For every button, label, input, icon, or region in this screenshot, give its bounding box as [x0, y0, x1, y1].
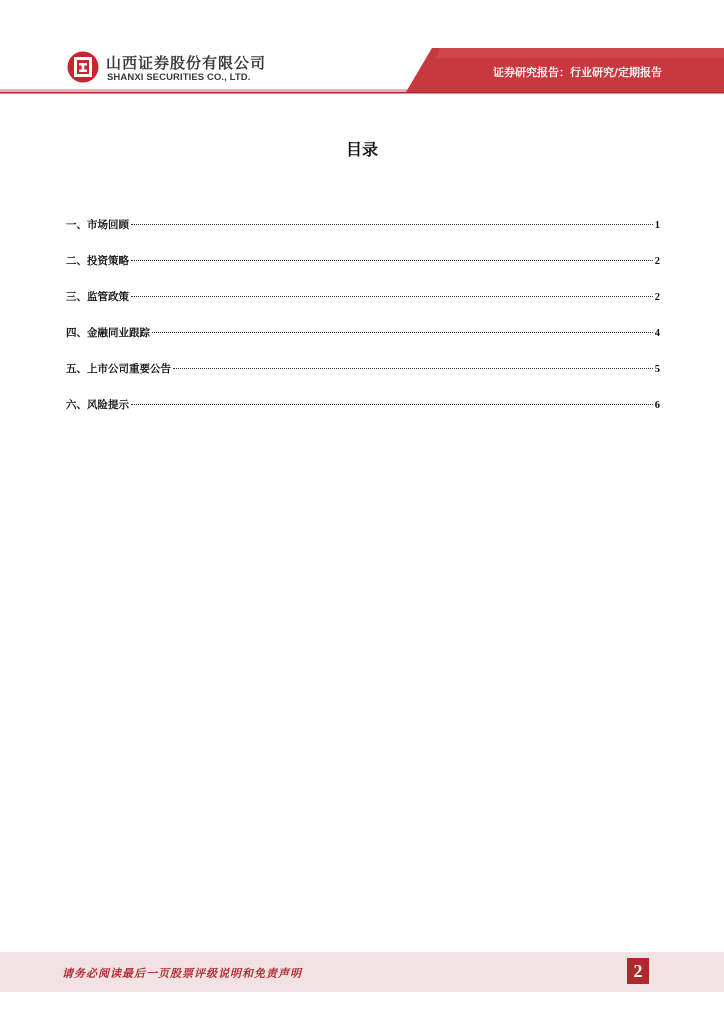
report-type-label: 证券研究报告：行业研究/定期报告 [492, 66, 662, 79]
page-number-badge: 2 [627, 958, 649, 984]
toc-entry-label: 五、上市公司重要公告 [66, 363, 171, 375]
toc-leader-dots [131, 296, 653, 297]
company-name-cn: 山西证券股份有限公司 [106, 54, 267, 72]
toc-leader-dots [152, 332, 653, 333]
toc-list [66, 217, 660, 433]
toc-entry-page: 1 [654, 220, 660, 231]
toc-entry-risk-warning[interactable] [66, 397, 660, 433]
toc-entry-label: 一、市场回顾 [66, 219, 129, 231]
toc-leader-dots [131, 404, 653, 405]
toc-title: 目录 [345, 140, 378, 159]
page-header [0, 0, 724, 96]
toc-entry-market-review[interactable] [66, 217, 660, 253]
toc-entry-label: 四、金融同业跟踪 [66, 327, 150, 339]
toc-leader-dots [131, 260, 653, 261]
company-name-en: SHANXI SECURITIES CO., LTD. [107, 72, 251, 83]
toc-entry-company-announcements[interactable] [66, 361, 660, 397]
toc-entry-page: 6 [654, 400, 660, 411]
toc-entry-investment-strategy[interactable] [66, 253, 660, 289]
toc-entry-regulatory-policy[interactable] [66, 289, 660, 325]
toc-entry-page: 2 [654, 292, 660, 303]
toc-entry-page: 5 [654, 364, 660, 375]
page-footer [0, 952, 724, 992]
toc-entry-peer-tracking[interactable] [66, 325, 660, 361]
toc-leader-dots [173, 368, 653, 369]
toc-entry-label: 三、监管政策 [66, 291, 129, 303]
toc-entry-page: 4 [654, 328, 660, 339]
toc-entry-label: 二、投资策略 [66, 255, 129, 267]
shanxi-securities-logo-icon [66, 50, 100, 84]
toc-entry-page: 2 [654, 256, 660, 267]
toc-entry-label: 六、风险提示 [66, 399, 129, 411]
toc-leader-dots [131, 224, 653, 225]
footer-disclaimer: 请务必阅读最后一页股票评级说明和免责声明 [62, 967, 302, 980]
